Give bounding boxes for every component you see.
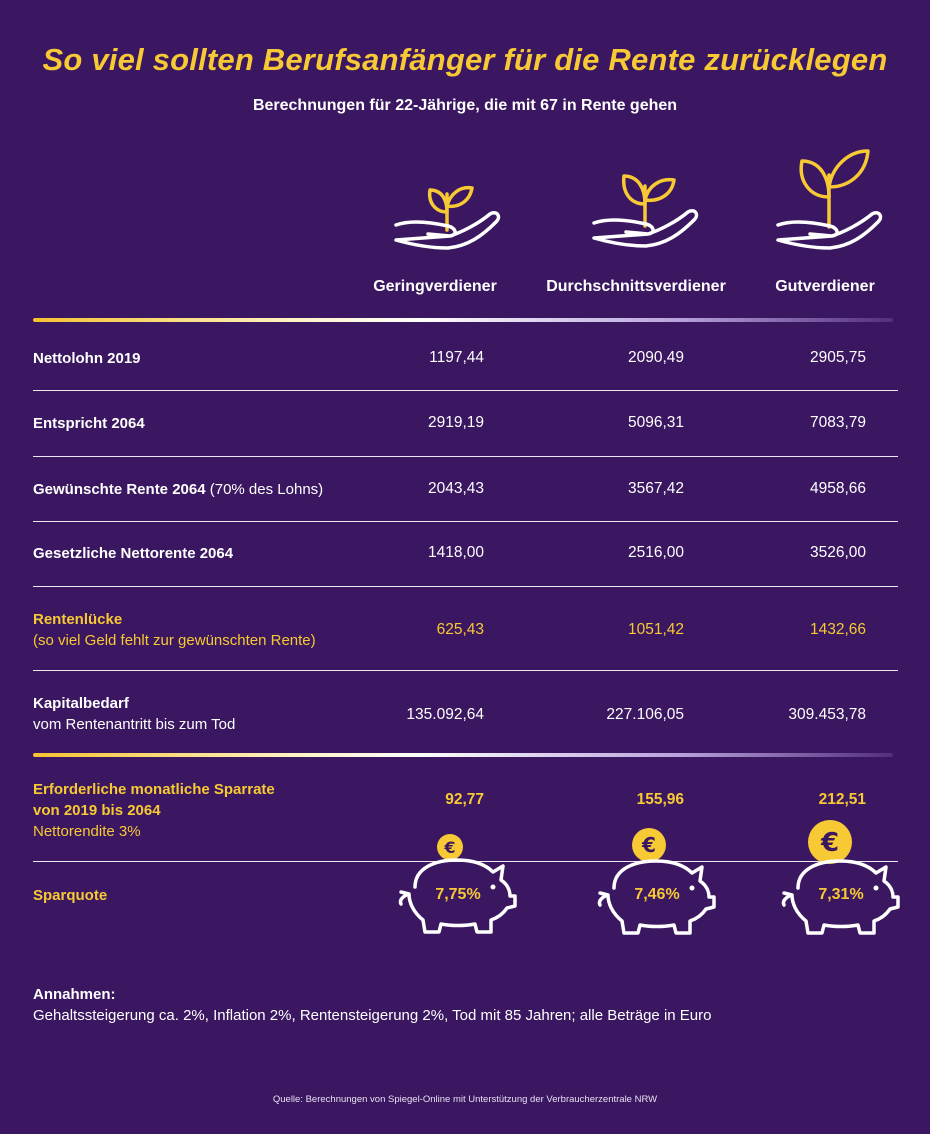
row-divider (33, 670, 898, 671)
row-note: (70% des Lohns) (209, 481, 324, 498)
sparquote-value: 7,75% (435, 886, 481, 903)
cell-value: 3526,00 (809, 544, 866, 561)
row-divider (33, 456, 898, 457)
row-note: vom Rentenantritt bis zum Tod (33, 716, 236, 733)
cell-value: 155,96 (636, 791, 684, 808)
cell-value: 2516,00 (627, 544, 684, 561)
cell-value: 2090,49 (627, 349, 684, 366)
row-divider (33, 521, 898, 522)
row-label-gewuenschte-rente: Gewünschte Rente 2064 (70% des Lohns) (33, 481, 324, 498)
cell-value: 212,51 (818, 791, 866, 808)
row-divider (33, 586, 898, 587)
svg-text:€: € (820, 828, 840, 858)
row-label-entspricht: Entspricht 2064 (33, 415, 145, 432)
column-header-durchschnittsverdiener: Durchschnittsverdiener (546, 278, 726, 295)
svg-text:€: € (642, 833, 656, 857)
cell-value: 7083,79 (809, 414, 866, 431)
cell-value: 1051,42 (627, 621, 684, 638)
hand-with-sprout-icon (772, 145, 887, 255)
assumptions-text: Gehaltssteigerung ca. 2%, Inflation 2%, Rentensteigerung 2%, Tod mit 85 Jahren; alle Beträge in Euro (33, 1007, 712, 1024)
page-subtitle: Berechnungen für 22-Jährige, die mit 67 in Rente gehen (252, 97, 678, 114)
sparquote-value: 7,46% (634, 886, 680, 903)
cell-value: 135.092,64 (406, 706, 484, 723)
row-label-sparrate: Erforderliche monatliche Sparrate von 2019 bis 2064 Nettorendite 3% (33, 781, 275, 840)
cell-value: 92,77 (445, 791, 484, 808)
page-title: So viel sollten Berufsanfänger für die Rente zurücklegen (42, 42, 888, 77)
section-divider (33, 753, 893, 757)
assumptions-title: Annahmen: (33, 986, 116, 1003)
row-note: (so viel Geld fehlt zur gewünschten Rente) (33, 632, 316, 649)
cell-value: 2919,19 (427, 414, 484, 431)
cell-value: 2043,43 (427, 480, 484, 497)
column-header-gutverdiener: Gutverdiener (775, 278, 875, 295)
hand-with-sprout-icon (390, 180, 505, 255)
cell-value: 1432,66 (809, 621, 866, 638)
column-header-geringverdiener: Geringverdiener (373, 278, 497, 295)
cell-value: 1197,44 (429, 349, 484, 366)
header-divider (33, 318, 893, 322)
row-note: Nettorendite 3% (33, 823, 141, 840)
sparquote-value: 7,31% (818, 886, 864, 903)
row-label-sparquote: Sparquote (33, 887, 108, 904)
piggy-bank-icon (778, 818, 908, 938)
cell-value: 2905,75 (809, 349, 866, 366)
source-note: Quelle: Berechnungen von Spiegel-Online mit Unterstützung der Verbraucherzentrale NRW (272, 1094, 658, 1105)
row-divider (33, 390, 898, 391)
hand-with-sprout-icon (588, 168, 703, 253)
cell-value: 309.453,78 (788, 706, 866, 723)
cell-value: 227.106,05 (606, 706, 684, 723)
cell-value: 625,43 (436, 621, 484, 638)
row-label-gesetzliche-nettorente: Gesetzliche Nettorente 2064 (33, 545, 234, 562)
cell-value: 4958,66 (809, 480, 866, 497)
piggy-bank-icon (395, 832, 525, 937)
row-label-kapitalbedarf: Kapitalbedarf vom Rentenantritt bis zum Tod (33, 695, 236, 733)
row-label-nettolohn: Nettolohn 2019 (33, 350, 141, 367)
piggy-bank-icon (594, 826, 724, 938)
svg-text:€: € (444, 838, 456, 857)
row-label-rentenluecke: Rentenlücke (so viel Geld fehlt zur gewünschten Rente) (33, 611, 316, 649)
cell-value: 3567,42 (627, 480, 684, 497)
cell-value: 1418,00 (427, 544, 484, 561)
cell-value: 5096,31 (627, 414, 684, 431)
